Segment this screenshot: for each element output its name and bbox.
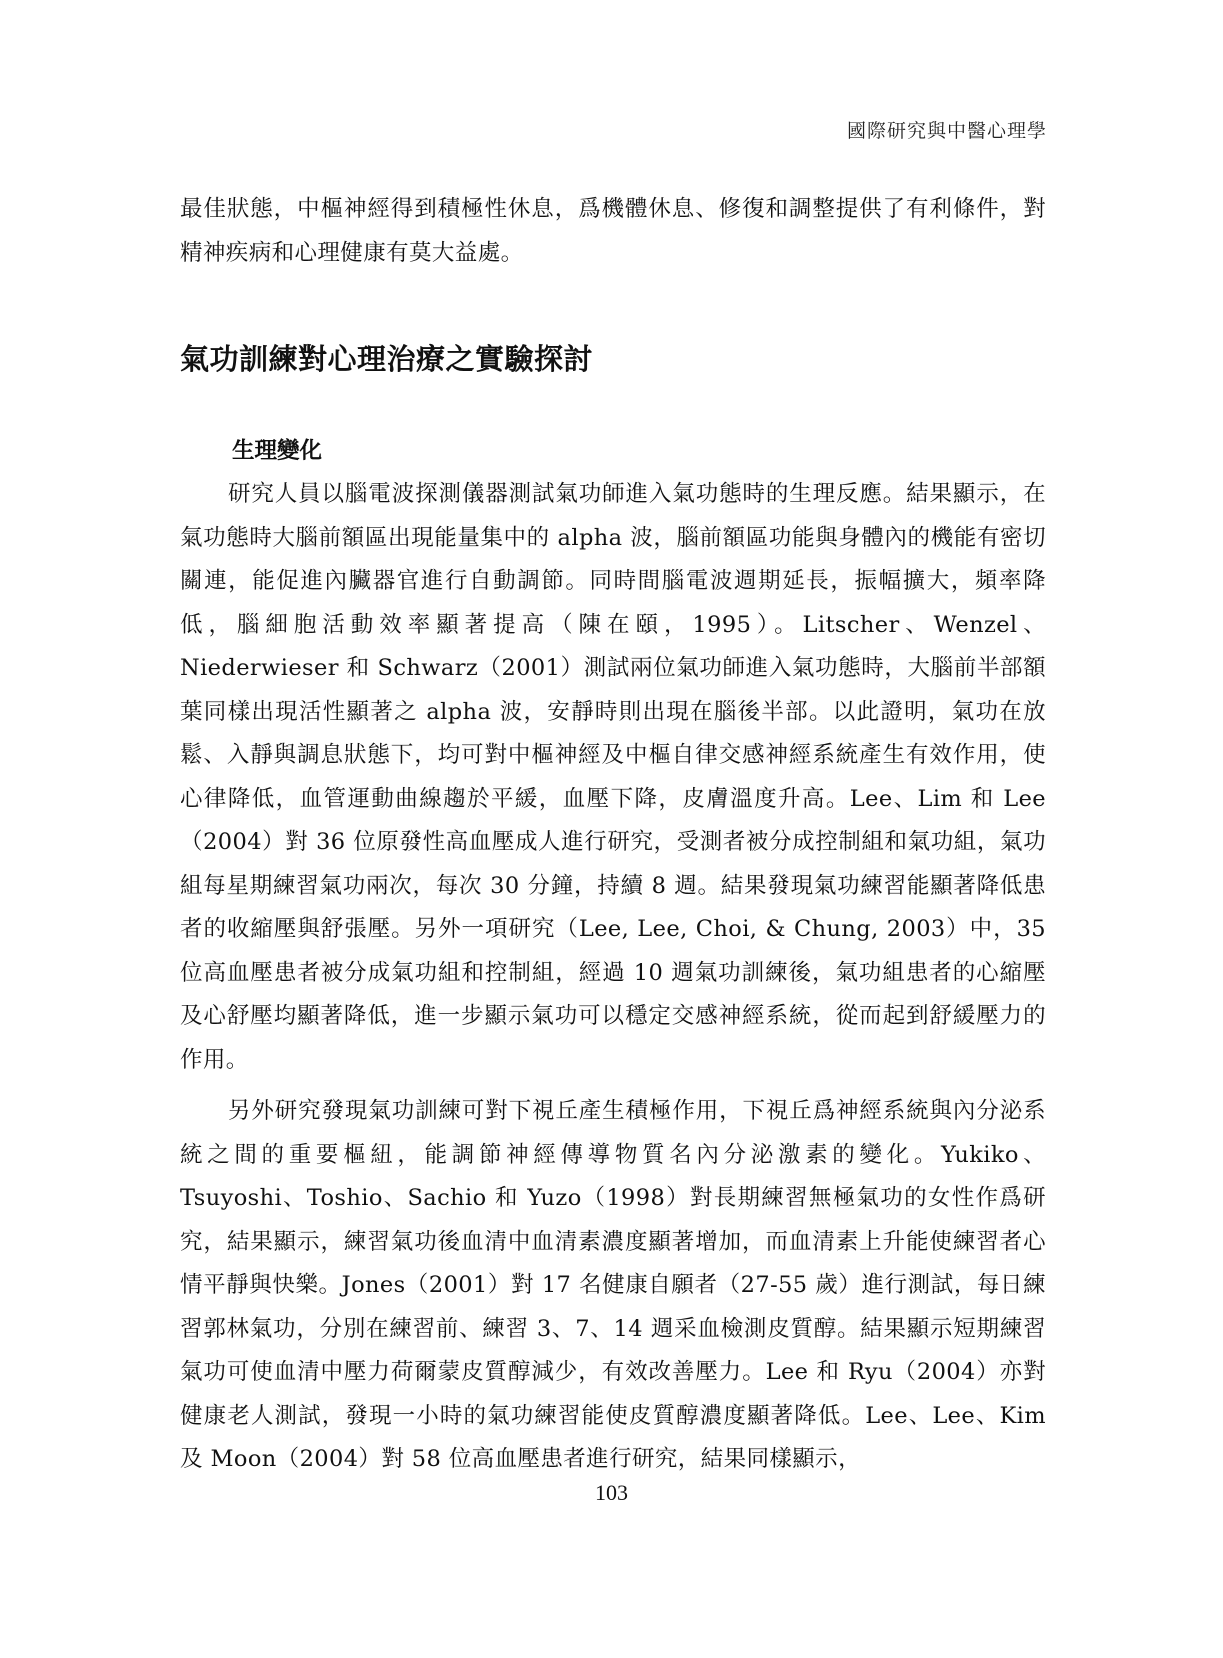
body-paragraph-2: 另外研究發現氣功訓練可對下視丘產生積極作用，下視丘爲神經系統與內分泌系統之間的重要樞紐，能調節神經傳導物質名內分泌激素的變化。Yukiko、Tsuyoshi、Toshio、Sachio 和 Yuzo（1998）對長期練習無極氣功的女性作爲研究，結果顯示，練習氣功後血清中血清素濃度顯著增加，而血清素上升能使練習者心情平靜與快樂。Jones（2001）對 17 名健康自願者（27-55 歲）進行測試，每日練習郭林氣功，分別在練習前、練習 3、7、14 週采血檢測皮質醇。結果顯示短期練習氣功可使血清中壓力荷爾蒙皮質醇減少，有效改善壓力。Lee 和 Ryu（2004）亦對健康老人測試，發現一小時的氣功練習能使皮質醇濃度顯著降低。Lee、Lee、Kim 及 Moon（2004）對 58 位高血壓患者進行研究，結果同樣顯示， [180, 1098, 1046, 1472]
running-header: 國際研究與中醫心理學 [846, 120, 1047, 142]
subsection-title: 生理變化 [232, 438, 323, 464]
subsection-body [180, 473, 1046, 1482]
intro-paragraph: 最佳狀態，中樞神經得到積極性休息，爲機體休息、修復和調整提供了有利條件，對精神疾病和心理健康有莫大益處。 [180, 196, 1046, 266]
page-body [180, 188, 1046, 1482]
section-title: 氣功訓練對心理治療之實驗探討 [180, 342, 594, 376]
page-number: 103 [595, 1480, 628, 1505]
body-paragraph-1: 研究人員以腦電波探測儀器測試氣功師進入氣功態時的生理反應。結果顯示，在氣功態時大腦前額區出現能量集中的 alpha 波，腦前額區功能與身體內的機能有密切關連，能促進內臟器官進行自動調節。同時間腦電波週期延長，振幅擴大，頻率降低，腦細胞活動效率顯著提高（陳在頤，1995）。Litscher、Wenzel、Niederwieser 和 Schwarz（2001）測試兩位氣功師進入氣功態時，大腦前半部額葉同樣出現活性顯著之 alpha 波，安靜時則出現在腦後半部。以此證明，氣功在放鬆、入靜與調息狀態下，均可對中樞神經及中樞自律交感神經系統產生有效作用，使心律降低，血管運動曲線趨於平緩，血壓下降，皮膚溫度升高。Lee、Lim 和 Lee（2004）對 36 位原發性高血壓成人進行研究，受測者被分成控制組和氣功組，氣功組每星期練習氣功兩次，每次 30 分鐘，持續 8 週。結果發現氣功練習能顯著降低患者的收縮壓與舒張壓。另外一項研究（Lee, Lee, Choi, & Chung, 2003）中，35 位高血壓患者被分成氣功組和控制組，經過 10 週氣功訓練後，氣功組患者的心縮壓及心舒壓均顯著降低，進一步顯示氣功可以穩定交感神經系統，從而起到舒緩壓力的作用。 [180, 481, 1046, 1073]
